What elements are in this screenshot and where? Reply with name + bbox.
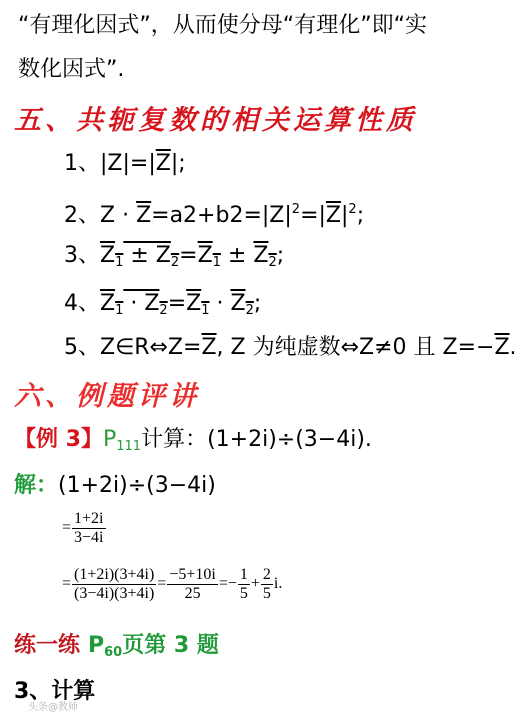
example-tag: 【例 3】 [14, 427, 103, 452]
property-item-5: 5、$Z\in R\Leftrightarrow Z=\overline{Z}$, Z 为纯虚数⇔Z≠0 且 $Z=-\overline{Z}$. [64, 335, 517, 360]
solution-expr: (1+2i)÷(3−4i) [58, 473, 216, 498]
practice-line [14, 632, 219, 667]
property-item-2: 2、$Z \cdot \overline{Z}=a2+b2=|Z|^2=|\overline{Z}|^2$; [64, 202, 365, 228]
property-item-3: 3、$Z_1 \pm Z_2=Z_1 \pm Z_2$; [64, 243, 285, 270]
solution-header [14, 472, 216, 500]
watermark: 头条@教师 [28, 702, 78, 713]
practice-label: 练一练 [14, 633, 81, 658]
intro-line-2: 数化因式”. [18, 57, 125, 82]
property-item-4: 4、$Z_1 \cdot Z_2=Z_1 \cdot Z_2$; [64, 291, 262, 318]
practice-page-ref: $P_{60}$ [88, 633, 123, 660]
section-6-heading: 六、例题评讲 [14, 381, 200, 412]
question-3: 3、计算 [14, 679, 96, 704]
example-3 [14, 426, 372, 461]
property-item-1: 1、$|Z|=|\overline{Z}|$; [64, 151, 186, 176]
example-page-ref: $P_{111}$ [102, 427, 142, 454]
example-label: 计算：(1+2i)÷(3−4i). [141, 427, 372, 452]
section-5-heading: 五、共轭复数的相关运算性质 [14, 105, 417, 136]
solution-step-1: = $\frac{1+2i}{3-4i}$ [62, 510, 104, 546]
solution-label: 解： [14, 473, 59, 498]
solution-step-2: = $\frac{(1+2i)(3+4i)}{(3-4i)(3+4i)}$ = $\frac{-5+10i}{25}$ =− $\frac{1}{5}$ + $\frac{2}{5}$ i. [62, 566, 283, 602]
practice-suffix: 页第 3 题 [122, 633, 219, 658]
intro-line-1: “有理化因式”，从而使分母“有理化”即“实 [18, 13, 427, 38]
